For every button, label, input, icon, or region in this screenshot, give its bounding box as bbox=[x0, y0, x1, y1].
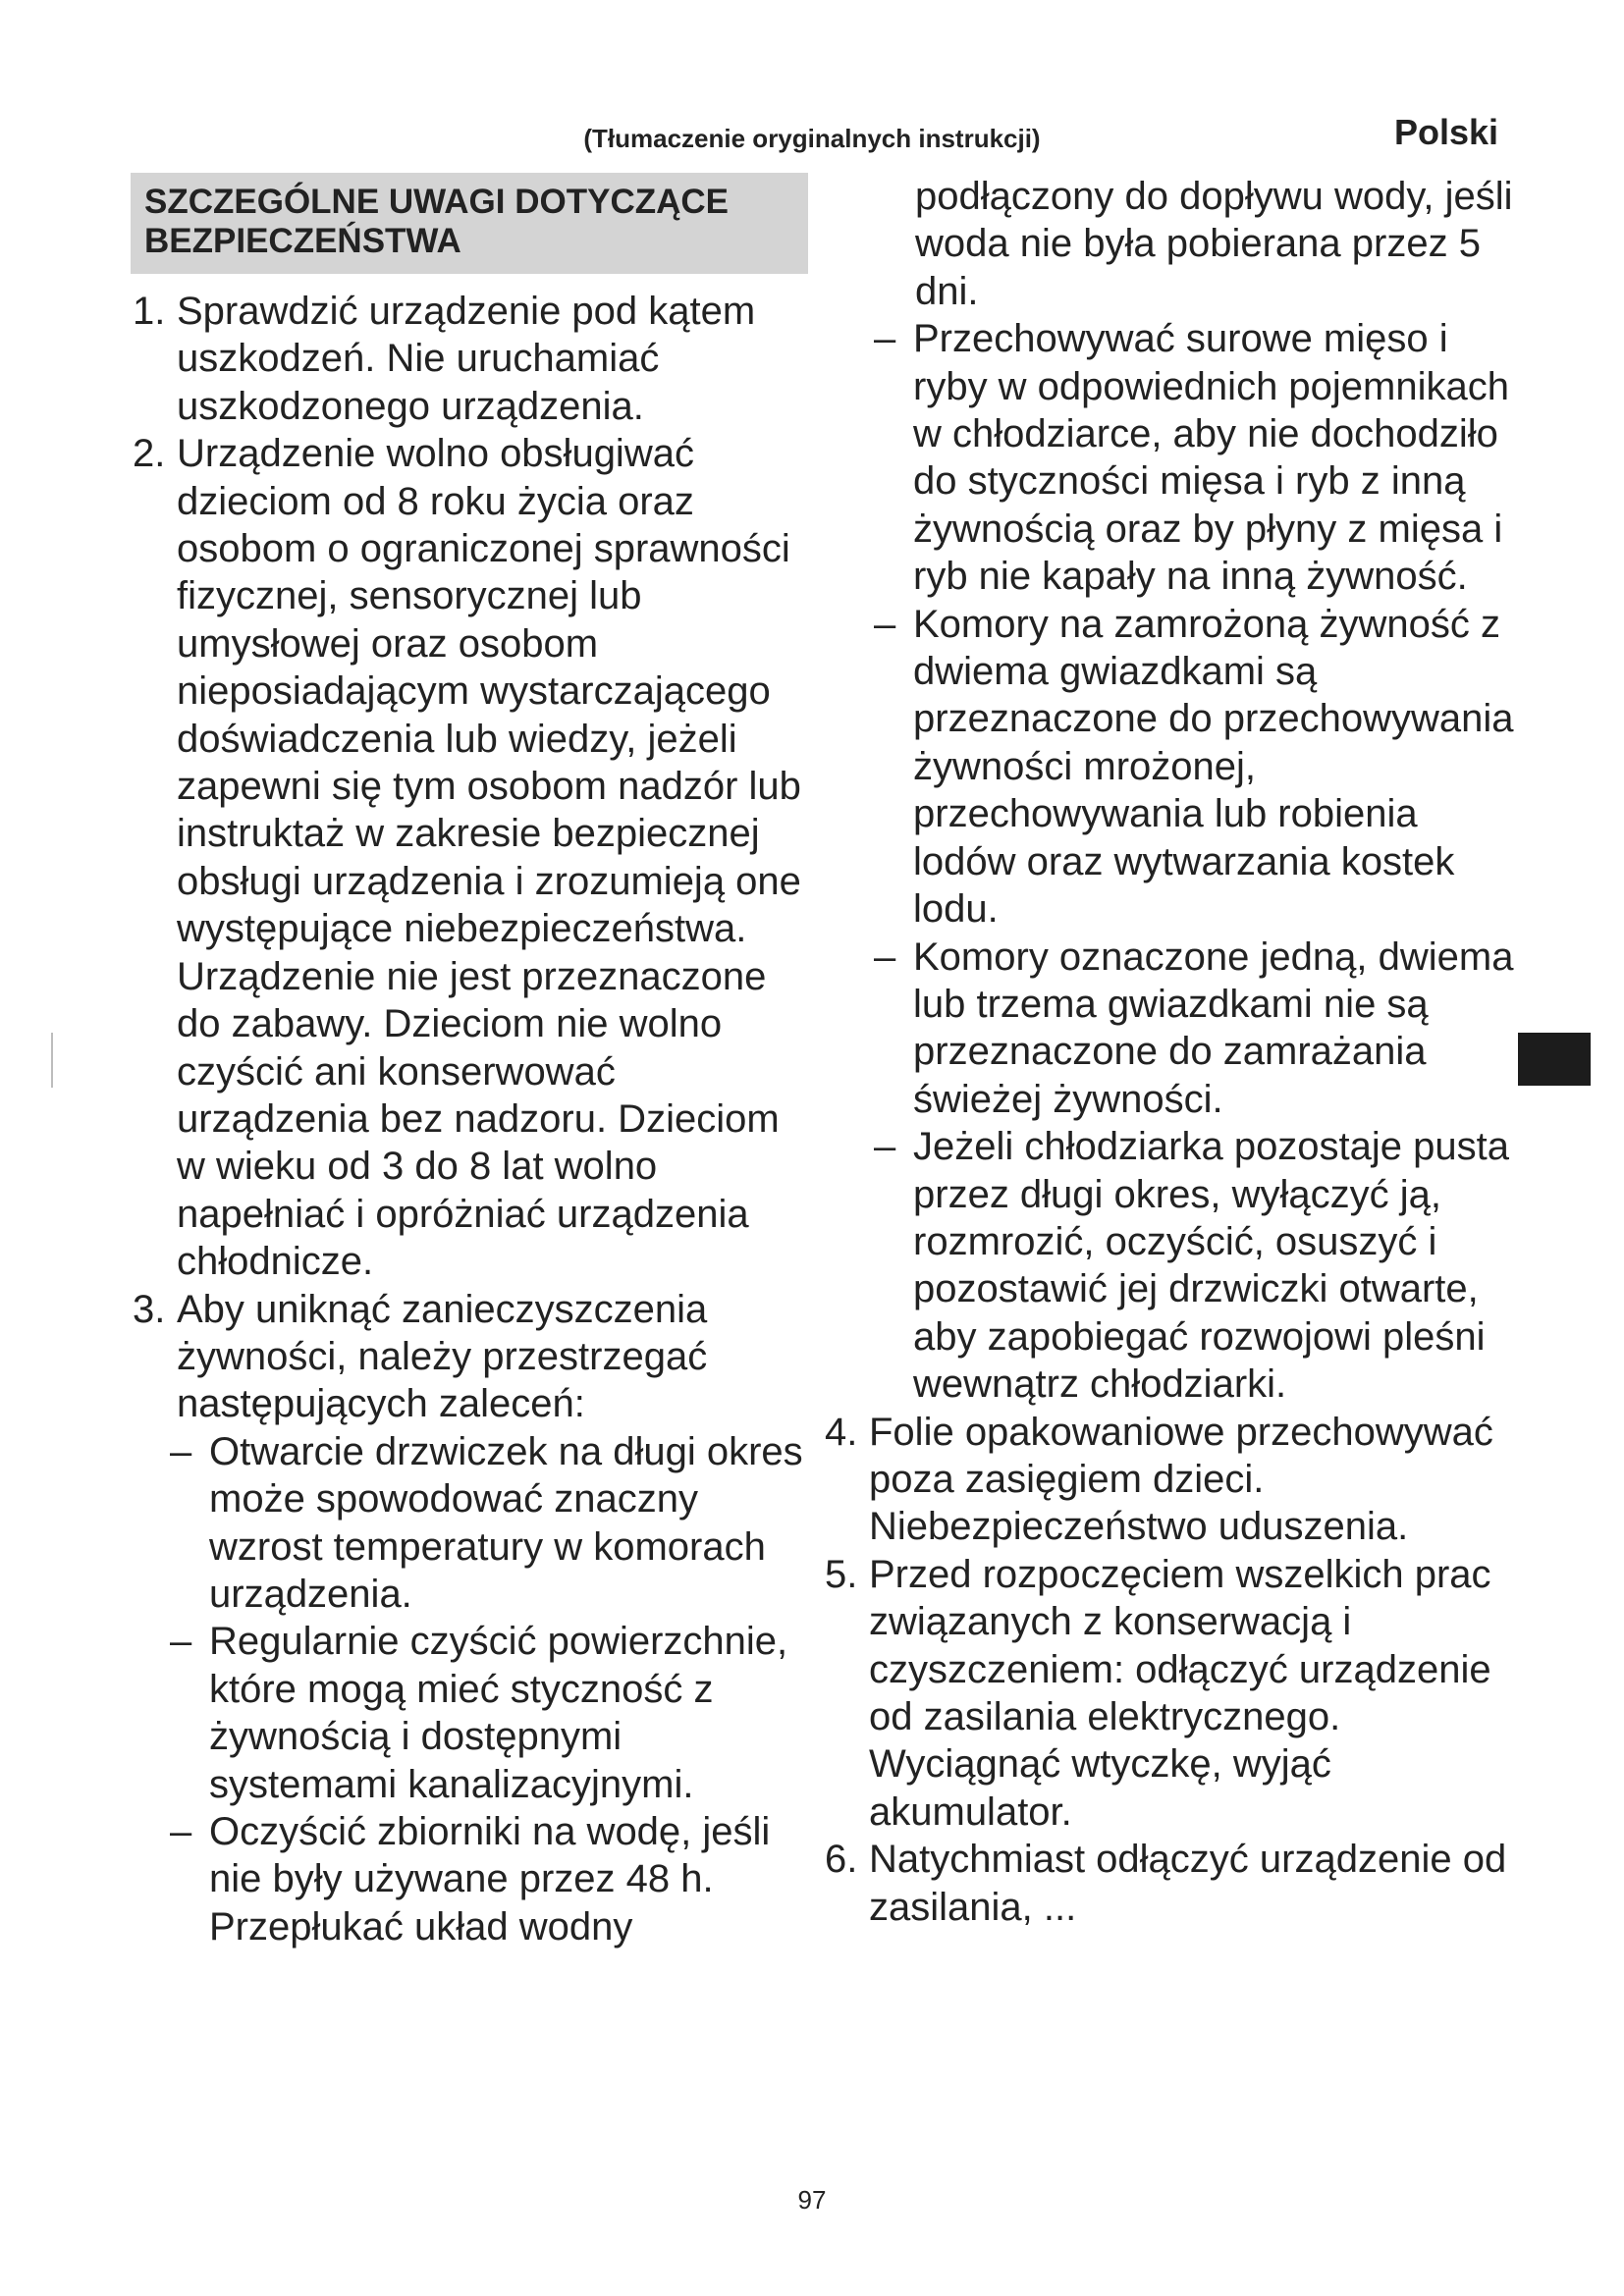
dash-marker: – bbox=[170, 1429, 192, 1473]
list-marker: 2. bbox=[133, 432, 166, 476]
list-item bbox=[131, 288, 808, 430]
dash-marker: – bbox=[874, 1125, 896, 1169]
section-title: SZCZEGÓLNE UWAGI DOTYCZĄCE BEZPIECZEŃSTWA bbox=[131, 173, 808, 274]
dash-marker: – bbox=[170, 1620, 192, 1664]
sub-list-item bbox=[131, 1808, 808, 1950]
list-marker: 3. bbox=[133, 1287, 166, 1331]
list-item bbox=[823, 1836, 1530, 1931]
dash-marker: – bbox=[170, 1810, 192, 1853]
list-text: Oczyścić zbiorniki na wodę, jeśli nie były używane przez 48 h. Przepłukać układ wodny bbox=[209, 1810, 771, 1949]
page-header-language: Polski bbox=[1393, 112, 1498, 152]
list-item bbox=[131, 1286, 808, 1428]
list-text: Natychmiast odłączyć urządzenie od zasilania, ... bbox=[869, 1838, 1507, 1929]
continued-text: podłączony do dopływu wody, jeśli woda nie była pobierana przez 5 dni. bbox=[915, 175, 1513, 313]
list-text: Regularnie czyścić powierzchnie, które mogą mieć styczność z żywnością i dostępnymi systemami kanalizacyjnymi. bbox=[209, 1620, 788, 1806]
dash-marker: – bbox=[874, 317, 896, 361]
page-header-subtitle: (Tłumaczenie oryginalnych instrukcji) bbox=[583, 124, 1041, 153]
margin-line bbox=[51, 1033, 53, 1088]
list-text: Przechowywać surowe mięso i ryby w odpowiednich pojemnikach w chłodziarce, aby nie dochodziło do styczności mięsa i ryb z inną żywnością oraz by płyny z mięsa i ryb nie kapały na inną żywność. bbox=[913, 317, 1509, 599]
list-text: Otwarcie drzwiczek na długi okres może spowodować znaczny wzrost temperatury w komorach urządzenia. bbox=[209, 1429, 803, 1616]
list-text: Urządzenie wolno obsługiwać dzieciom od 8 roku życia oraz osobom o ograniczonej sprawności fizycznej, sensorycznej lub umysłowej oraz osobom nieposiadającym wystarczającego doświadczenia lub wiedzy, jeżeli zapewni się tym osobom nadzór lub instruktaż w zakresie bezpiecznej obsługi urządzenia i zrozumieją one występujące niebezpieczeństwa. Urządzenie nie jest przeznaczone do zabawy. Dzieciom nie wolno czyścić ani konserwować urządzenia bez nadzoru. Dzieciom w wieku od 3 do 8 lat wolno napełniać i opróżniać urządzenia chłodnicze. bbox=[177, 432, 801, 1284]
sub-list-item bbox=[823, 315, 1530, 600]
list-marker: 1. bbox=[133, 290, 166, 333]
dash-marker: – bbox=[874, 934, 896, 979]
right-column bbox=[823, 173, 1530, 1931]
list-text: Jeżeli chłodziarka pozostaje pusta przez długi okres, wyłączyć ją, rozmrozić, oczyścić, osuszyć i pozostawić jej drzwiczki otwarte, aby zapobiegać rozwojowi pleśni wewnątrz chłodziarki. bbox=[913, 1125, 1510, 1407]
sub-list-item bbox=[823, 934, 1530, 1124]
list-text: Przed rozpoczęciem wszelkich prac związanych z konserwacją i czyszczeniem: odłączyć urządzenie od zasilania elektrycznego. Wyciągnąć wtyczkę, wyjąć akumulator. bbox=[869, 1552, 1491, 1834]
list-item bbox=[823, 1409, 1530, 1551]
list-item bbox=[131, 430, 808, 1285]
sub-list-item bbox=[823, 1123, 1530, 1408]
sub-list-item bbox=[131, 1618, 808, 1808]
list-text: Folie opakowaniowe przechowywać poza zasięgiem dzieci. Niebezpieczeństwo uduszenia. bbox=[869, 1410, 1493, 1549]
sub-list-item bbox=[131, 1428, 808, 1619]
left-column bbox=[131, 173, 808, 1950]
list-marker: 5. bbox=[825, 1552, 858, 1596]
dash-marker: – bbox=[874, 602, 896, 646]
list-marker: 4. bbox=[825, 1410, 858, 1454]
list-text: Komory na zamrożoną żywność z dwiema gwiazdkami są przeznaczone do przechowywania żywności mrożonej, przechowywania lub robienia lodów oraz wytwarzania kostek lodu. bbox=[913, 602, 1514, 932]
list-item bbox=[823, 1551, 1530, 1836]
list-marker: 6. bbox=[825, 1838, 858, 1882]
list-text: Sprawdzić urządzenie pod kątem uszkodzeń. Nie uruchamiać uszkodzonego urządzenia. bbox=[177, 290, 756, 428]
list-text: Komory oznaczone jedną, dwiema lub trzema gwiazdkami nie są przeznaczone do zamrażania świeżej żywności. bbox=[913, 934, 1514, 1121]
page-number: 97 bbox=[797, 2185, 827, 2215]
sub-list-item bbox=[823, 601, 1530, 934]
language-tab-marker bbox=[1518, 1033, 1591, 1086]
list-text: Aby uniknąć zanieczyszczenia żywności, należy przestrzegać następujących zaleceń: bbox=[177, 1287, 708, 1426]
